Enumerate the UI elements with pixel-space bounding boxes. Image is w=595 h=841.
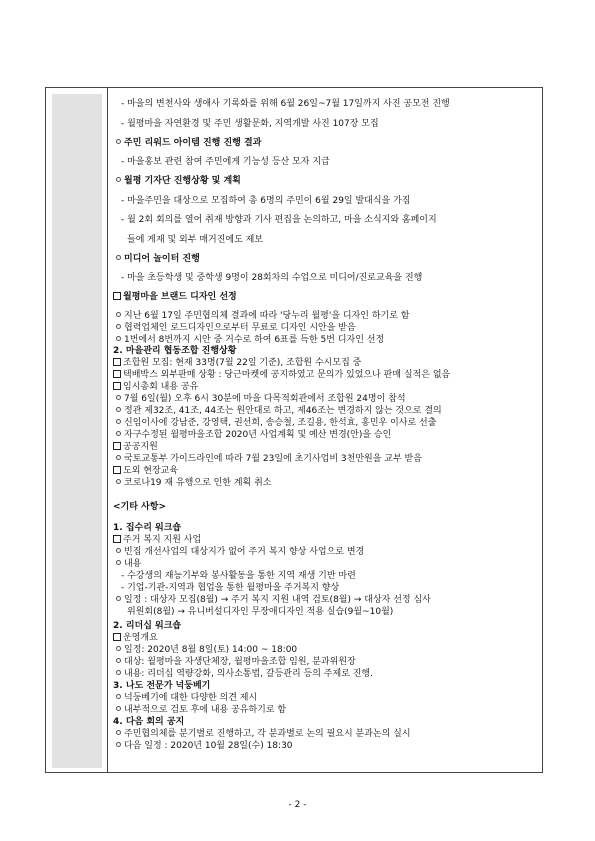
line-text: - 마을주민을 대상으로 모집하여 총 6명의 주민이 6월 29일 발대식을 가짐 — [121, 196, 411, 206]
text-line — [116, 175, 241, 187]
text-line — [113, 620, 181, 632]
line-text: 주민 리워드 아이템 진행 진행 결과 — [124, 138, 262, 148]
circle-bullet-icon — [116, 312, 121, 317]
line-text: 주민협의체를 분기별로 진행하고, 각 분과별로 논의 필요시 분과논의 실시 — [124, 729, 411, 739]
text-line — [116, 453, 422, 465]
text-line — [121, 582, 339, 594]
circle-bullet-icon — [116, 646, 121, 651]
line-text: 1. 집수리 워크숍 — [113, 523, 182, 533]
text-line — [116, 322, 356, 334]
text-line — [116, 477, 271, 489]
line-text: - 마을의 변천사와 생애사 기록화를 위해 6월 26일~7월 17일까지 사진 공모전 진행 — [121, 99, 450, 109]
line-text: 4. 다음 회의 공지 — [113, 717, 185, 727]
circle-bullet-icon — [116, 395, 121, 400]
square-bullet-icon — [113, 442, 121, 450]
line-text: - 수강생의 재능기부와 봉사활동을 통한 지역 재생 기반 마련 — [121, 571, 356, 581]
square-bullet-icon — [113, 466, 121, 474]
line-text: 월평마을 브랜드 디자인 선정 — [123, 292, 237, 302]
text-line — [113, 381, 198, 393]
line-text: 미디어 놀이터 진행 — [124, 254, 200, 264]
line-text: 코로나19 재 유행으로 인한 계획 취소 — [124, 478, 272, 488]
text-line — [121, 570, 356, 582]
line-text: 일정 : 대상자 모집(8월) → 주거 복지 지원 내역 검토(8월) → 대상자 선정 심사 — [124, 595, 431, 605]
circle-bullet-icon — [116, 730, 121, 735]
text-line — [127, 234, 263, 246]
circle-bullet-icon — [116, 324, 121, 329]
text-line — [116, 704, 286, 716]
line-text: 위원회(8월) → 유니버설디자인 무장애디자인 적용 실습(9월~10월) — [127, 607, 394, 617]
line-text: - 월평마을 자연환경 및 주민 생활문화, 지역개발 사진 107장 모집 — [121, 119, 379, 129]
text-line — [121, 118, 379, 130]
text-line — [116, 692, 257, 704]
line-text: 들에 게재 및 외부 매거진에도 제보 — [127, 235, 264, 245]
text-line — [116, 740, 293, 752]
line-text: 넉둥베기에 대한 다양한 의견 제시 — [124, 693, 258, 703]
text-line — [116, 546, 364, 558]
text-line — [121, 98, 450, 110]
text-line — [116, 405, 442, 417]
text-line — [116, 594, 431, 606]
circle-bullet-icon — [116, 255, 121, 260]
line-text: 자구수정된 월평마을조합 2020년 사업계획 및 예산 변경(안)을 승인 — [124, 430, 392, 440]
line-text: 2. 리더십 워크숍 — [113, 621, 182, 631]
line-text: <기타 사항> — [113, 502, 166, 512]
line-text: 운영개요 — [123, 633, 158, 643]
line-text: 내용: 리더십 역량강화, 의사소통법, 갈등관리 등의 주제로 진행. — [124, 669, 373, 679]
circle-bullet-icon — [116, 548, 121, 553]
circle-bullet-icon — [116, 596, 121, 601]
document-frame — [45, 87, 543, 773]
circle-bullet-icon — [116, 694, 121, 699]
line-text: 7월 6일(월) 오후 6시 30분에 마을 다목적회관에서 조합원 24명이 참석 — [124, 394, 406, 404]
text-line — [116, 310, 409, 322]
left-column — [46, 88, 108, 772]
text-line — [116, 393, 406, 405]
text-line — [127, 606, 393, 618]
circle-bullet-icon — [116, 177, 121, 182]
line-text: - 마을 초등학생 및 중학생 9명이 28회차의 수업으로 미디어/진로교육을 진행 — [121, 273, 423, 283]
content-area — [113, 98, 541, 766]
circle-bullet-icon — [116, 670, 121, 675]
line-text: 주거 복지 지원 사업 — [123, 535, 202, 545]
line-text: 일정: 2020년 8월 8일(토) 14:00 ~ 18:00 — [124, 645, 298, 655]
square-bullet-icon — [113, 370, 121, 378]
text-line — [121, 214, 437, 226]
square-bullet-icon — [113, 535, 121, 543]
text-line — [113, 522, 181, 534]
circle-bullet-icon — [116, 560, 121, 565]
text-line — [113, 716, 184, 728]
text-line — [113, 357, 361, 369]
text-line — [121, 195, 411, 207]
line-text: 국토교통부 가이드라인에 따라 7월 23일에 초기사업비 3천만원을 교부 받음 — [124, 454, 422, 464]
text-line — [121, 156, 330, 168]
text-line — [116, 429, 391, 441]
line-text: 대상: 월평마을 자생단체장, 월평마을조합 임원, 분과위원장 — [124, 657, 356, 667]
text-line — [113, 441, 158, 453]
text-line — [116, 668, 373, 680]
circle-bullet-icon — [116, 336, 121, 341]
circle-bullet-icon — [116, 139, 121, 144]
line-text: 임시총회 내용 공유 — [123, 382, 199, 392]
circle-bullet-icon — [116, 706, 121, 711]
square-bullet-icon — [113, 358, 121, 366]
line-text: 조합원 모집: 현재 33명(7월 22일 기준), 조합원 수시모집 중 — [123, 358, 362, 368]
text-line — [116, 656, 356, 668]
line-text: - 기업-기관-지역과 협업을 통한 월평마을 주거복지 향상 — [121, 583, 340, 593]
square-bullet-icon — [113, 292, 121, 300]
text-line — [113, 291, 237, 303]
line-text: 신임이사에 강남준, 강영택, 권선희, 송승철, 조길용, 한석효, 홍민우 이사로 선출 — [124, 418, 437, 428]
line-text: 다음 일정 : 2020년 10월 28일(수) 18:30 — [124, 741, 293, 751]
page-number: - 2 - — [288, 800, 307, 810]
line-text: 협력업체인 로드디자인으로부터 무료로 디자인 시안을 받음 — [124, 323, 356, 333]
text-line — [113, 501, 166, 513]
line-text: - 마을홍보 관련 참여 주민에게 기능성 등산 모자 지급 — [121, 157, 330, 167]
circle-bullet-icon — [116, 431, 121, 436]
text-line — [116, 137, 261, 149]
text-line — [121, 272, 422, 284]
circle-bullet-icon — [116, 419, 121, 424]
square-bullet-icon — [113, 633, 121, 641]
text-line — [116, 417, 436, 429]
line-text: 3. 나도 전문가 넉둥베기 — [113, 681, 211, 691]
line-text: 월평 기자단 진행상황 및 계획 — [124, 176, 241, 186]
line-text: - 월 2회 회의를 열어 취재 방향과 기사 편집을 논의하고, 마을 소식지와 홈페이지 — [121, 215, 437, 225]
text-line — [113, 369, 450, 381]
text-line — [116, 558, 141, 570]
text-line — [113, 465, 178, 477]
circle-bullet-icon — [116, 658, 121, 663]
line-text: 공공지원 — [123, 442, 158, 452]
circle-bullet-icon — [116, 742, 121, 747]
line-text: 1번에서 8번까지 시안 중 거수로 하여 6표를 득한 5번 디자인 선정 — [124, 335, 385, 345]
line-text: 택배박스 외부판매 상황 : 당근마켓에 공지하였고 문의가 있었으나 판매 실적은 없음 — [123, 370, 451, 380]
line-text: 지난 6월 17일 주민협의체 결과에 따라 '당누리 월평'을 디자인 하기로 함 — [124, 311, 410, 321]
line-text: 정관 제32조, 41조, 44조는 원안대로 하고, 제46조는 변경하지 않는 것으로 결의 — [124, 406, 442, 416]
square-bullet-icon — [113, 382, 121, 390]
circle-bullet-icon — [116, 455, 121, 460]
circle-bullet-icon — [116, 479, 121, 484]
text-line — [113, 345, 236, 357]
circle-bullet-icon — [116, 407, 121, 412]
text-line — [116, 728, 411, 740]
line-text: 2. 마을관리 협동조합 진행상황 — [113, 346, 237, 356]
text-line — [116, 644, 297, 656]
line-text: 도외 현장교육 — [123, 466, 179, 476]
text-line — [113, 680, 210, 692]
text-line — [116, 253, 200, 265]
line-text: 내부적으로 검토 후에 내용 공유하기로 함 — [124, 705, 287, 715]
left-shaded-cell — [52, 94, 102, 768]
line-text: 빈집 개선사업의 대상지가 없어 주거 복지 향상 사업으로 변경 — [124, 547, 365, 557]
line-text: 내용 — [124, 559, 142, 569]
text-line — [113, 632, 158, 644]
text-line — [113, 534, 201, 546]
